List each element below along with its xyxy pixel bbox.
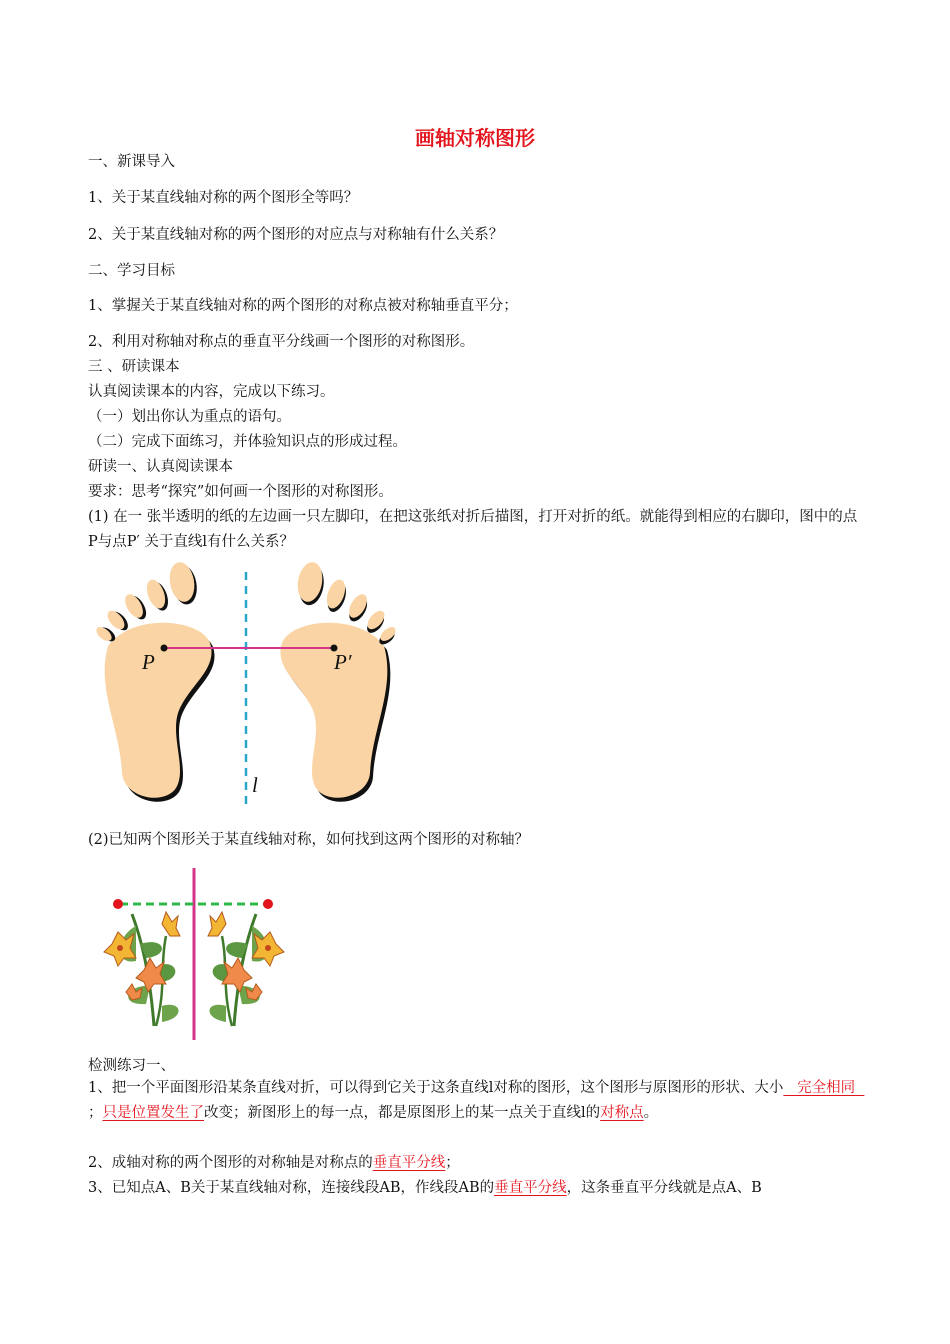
section-heading-check: 检测练习一、 <box>88 1058 175 1074</box>
section-heading-goals: 二、学习目标 <box>88 263 175 279</box>
check-item-2-text-a: 2、成轴对称的两个图形的对称轴是对称点的 <box>88 1155 373 1171</box>
point-p <box>161 645 168 652</box>
label-p: P <box>142 650 155 674</box>
section-heading-intro: 一、新课导入 <box>88 154 175 170</box>
label-l: l <box>252 773 258 797</box>
footprints-figure <box>92 558 404 814</box>
check-item-1-text-b: ； <box>88 1105 103 1121</box>
flower-point-right <box>263 899 273 909</box>
section-heading-study: 三 、研读课本 <box>88 359 180 375</box>
intro-question-1: 1、关于某直线轴对称的两个图形全等吗？ <box>88 190 359 206</box>
flower-point-left <box>113 899 123 909</box>
right-flower <box>208 912 284 1026</box>
study-line-5: 要求：思考“探究”如何画一个图形的对称图形。 <box>88 484 393 500</box>
right-footprint <box>280 560 398 802</box>
study-line-2: （一）划出你认为重点的语句。 <box>88 409 291 425</box>
intro-question-2: 2、关于某直线轴对称的两个图形的对应点与对称轴有什么关系？ <box>88 227 504 243</box>
check-item-3 <box>88 1176 866 1201</box>
check-item-1 <box>88 1076 866 1126</box>
goal-2: 2、利用对称轴对称点的垂直平分线画一个图形的对称图形。 <box>88 334 475 350</box>
answer-blank-3: 对称点 <box>600 1105 644 1121</box>
study-line-1: 认真阅读课本的内容，完成以下练习。 <box>88 384 335 400</box>
check-item-1-text-d: 。 <box>643 1105 659 1121</box>
study-line-3: （二）完成下面练习，并体验知识点的形成过程。 <box>88 434 407 450</box>
study-problem-2: (2)已知两个图形关于某直线轴对称，如何找到这两个图形的对称轴？ <box>88 832 530 848</box>
left-footprint <box>94 560 215 802</box>
check-item-3-text-b: ，这条垂直平分线就是点A、B <box>566 1180 762 1196</box>
goal-1: 1、掌握关于某直线轴对称的两个图形的对称点被对称轴垂直平分； <box>88 298 518 314</box>
answer-blank-2: 只是位置发生了 <box>102 1105 204 1121</box>
answer-blank-5: 垂直平分线 <box>494 1180 567 1196</box>
check-item-1-text-c: 改变；新图形上的每一点，都是原图形上的某一点关于直线l的 <box>204 1105 601 1121</box>
flowers-figure <box>96 866 292 1042</box>
check-item-3-text-a: 3、已知点A、B关于某直线轴对称，连接线段AB，作线段AB的 <box>88 1180 495 1196</box>
check-item-2 <box>88 1151 866 1176</box>
page-title: 画轴对称图形 <box>415 126 535 150</box>
label-p-prime: P′ <box>334 650 352 674</box>
check-item-1-text-a: 1、把一个平面图形沿某条直线对折，可以得到它关于这条直线l对称的图形，这个图形与原图形的形状、大小 <box>88 1080 784 1096</box>
answer-blank-4: 垂直平分线 <box>372 1155 446 1171</box>
check-item-2-text-b: ； <box>445 1155 460 1171</box>
left-flower <box>104 912 180 1026</box>
study-problem-1: (1) 在一 张半透明的纸的左边画一只左脚印，在把这张纸对折后描图，打开对折的纸。就能得到相应的右脚印，图中的点P与点P′ 关于直线l有什么关系？ <box>88 509 858 550</box>
study-line-4: 研读一、认真阅读课本 <box>88 459 233 475</box>
answer-blank-1: 完全相同 <box>783 1080 865 1096</box>
